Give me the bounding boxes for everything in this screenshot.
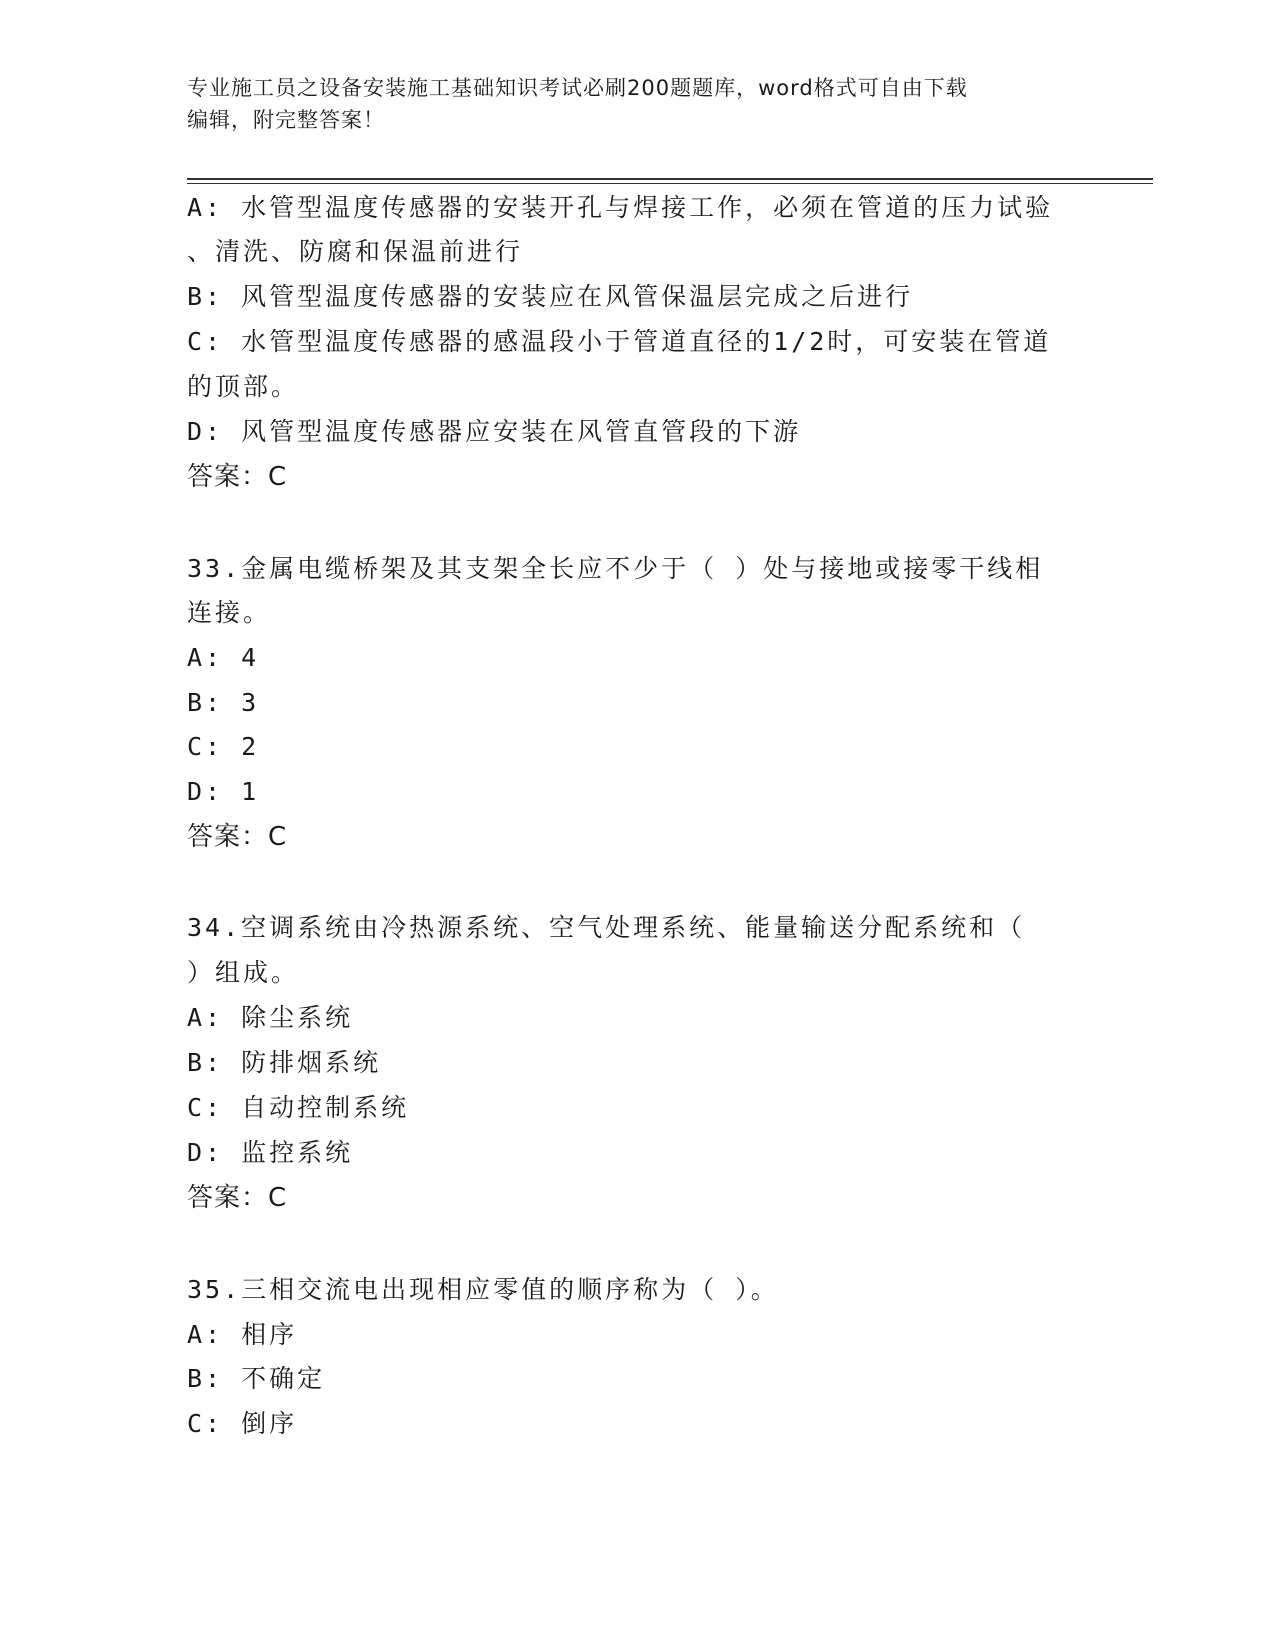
q32-option-a-line1: A: 水管型温度传感器的安装开孔与焊接工作，必须在管道的压力试验 — [187, 193, 1054, 222]
q34-option-d: D: 监控系统 — [187, 1138, 354, 1167]
q34-option-c: C: 自动控制系统 — [187, 1093, 410, 1122]
q33-option-d: D: 1 — [187, 777, 260, 806]
header-line-1: 专业施工员之设备安装施工基础知识考试必刷200题题库，word格式可自由下载 — [187, 76, 968, 100]
q33-stem-line1: 33.金属电缆桥架及其支架全长应不少于（ ）处与接地或接零干线相 — [187, 554, 1044, 583]
header-divider-thick — [187, 178, 1153, 180]
q32-option-a-line2: 、清洗、防腐和保温前进行 — [187, 237, 524, 266]
q33-option-c: C: 2 — [187, 732, 260, 761]
q33-stem-line2: 连接。 — [187, 598, 272, 627]
q32-option-b: B: 风管型温度传感器的安装应在风管保温层完成之后进行 — [187, 282, 914, 311]
q34-stem-line1: 34.空调系统由冷热源系统、空气处理系统、能量输送分配系统和（ — [187, 913, 1026, 942]
q34-answer: 答案：C — [187, 1183, 288, 1213]
q35-option-b: B: 不确定 — [187, 1364, 326, 1393]
q34-option-b: B: 防排烟系统 — [187, 1048, 382, 1077]
q32-answer: 答案：C — [187, 462, 288, 492]
q33-option-a: A: 4 — [187, 643, 260, 672]
q34-option-a: A: 除尘系统 — [187, 1003, 354, 1032]
header-divider-thin — [187, 183, 1153, 184]
q32-option-c-line1: C: 水管型温度传感器的感温段小于管道直径的1/2时，可安装在管道 — [187, 327, 1052, 356]
q35-option-c: C: 倒序 — [187, 1409, 298, 1438]
header-line-2: 编辑，附完整答案！ — [187, 108, 385, 132]
q35-stem: 35.三相交流电出现相应零值的顺序称为（ ）。 — [187, 1275, 779, 1304]
q35-option-a: A: 相序 — [187, 1320, 298, 1349]
document-header — [187, 72, 1087, 136]
q32-option-d: D: 风管型温度传感器应安装在风管直管段的下游 — [187, 417, 802, 446]
q34-stem-line2: ）组成。 — [187, 958, 300, 987]
q33-option-b: B: 3 — [187, 688, 260, 717]
q32-option-c-line2: 的顶部。 — [187, 372, 300, 401]
q33-answer: 答案：C — [187, 822, 288, 852]
